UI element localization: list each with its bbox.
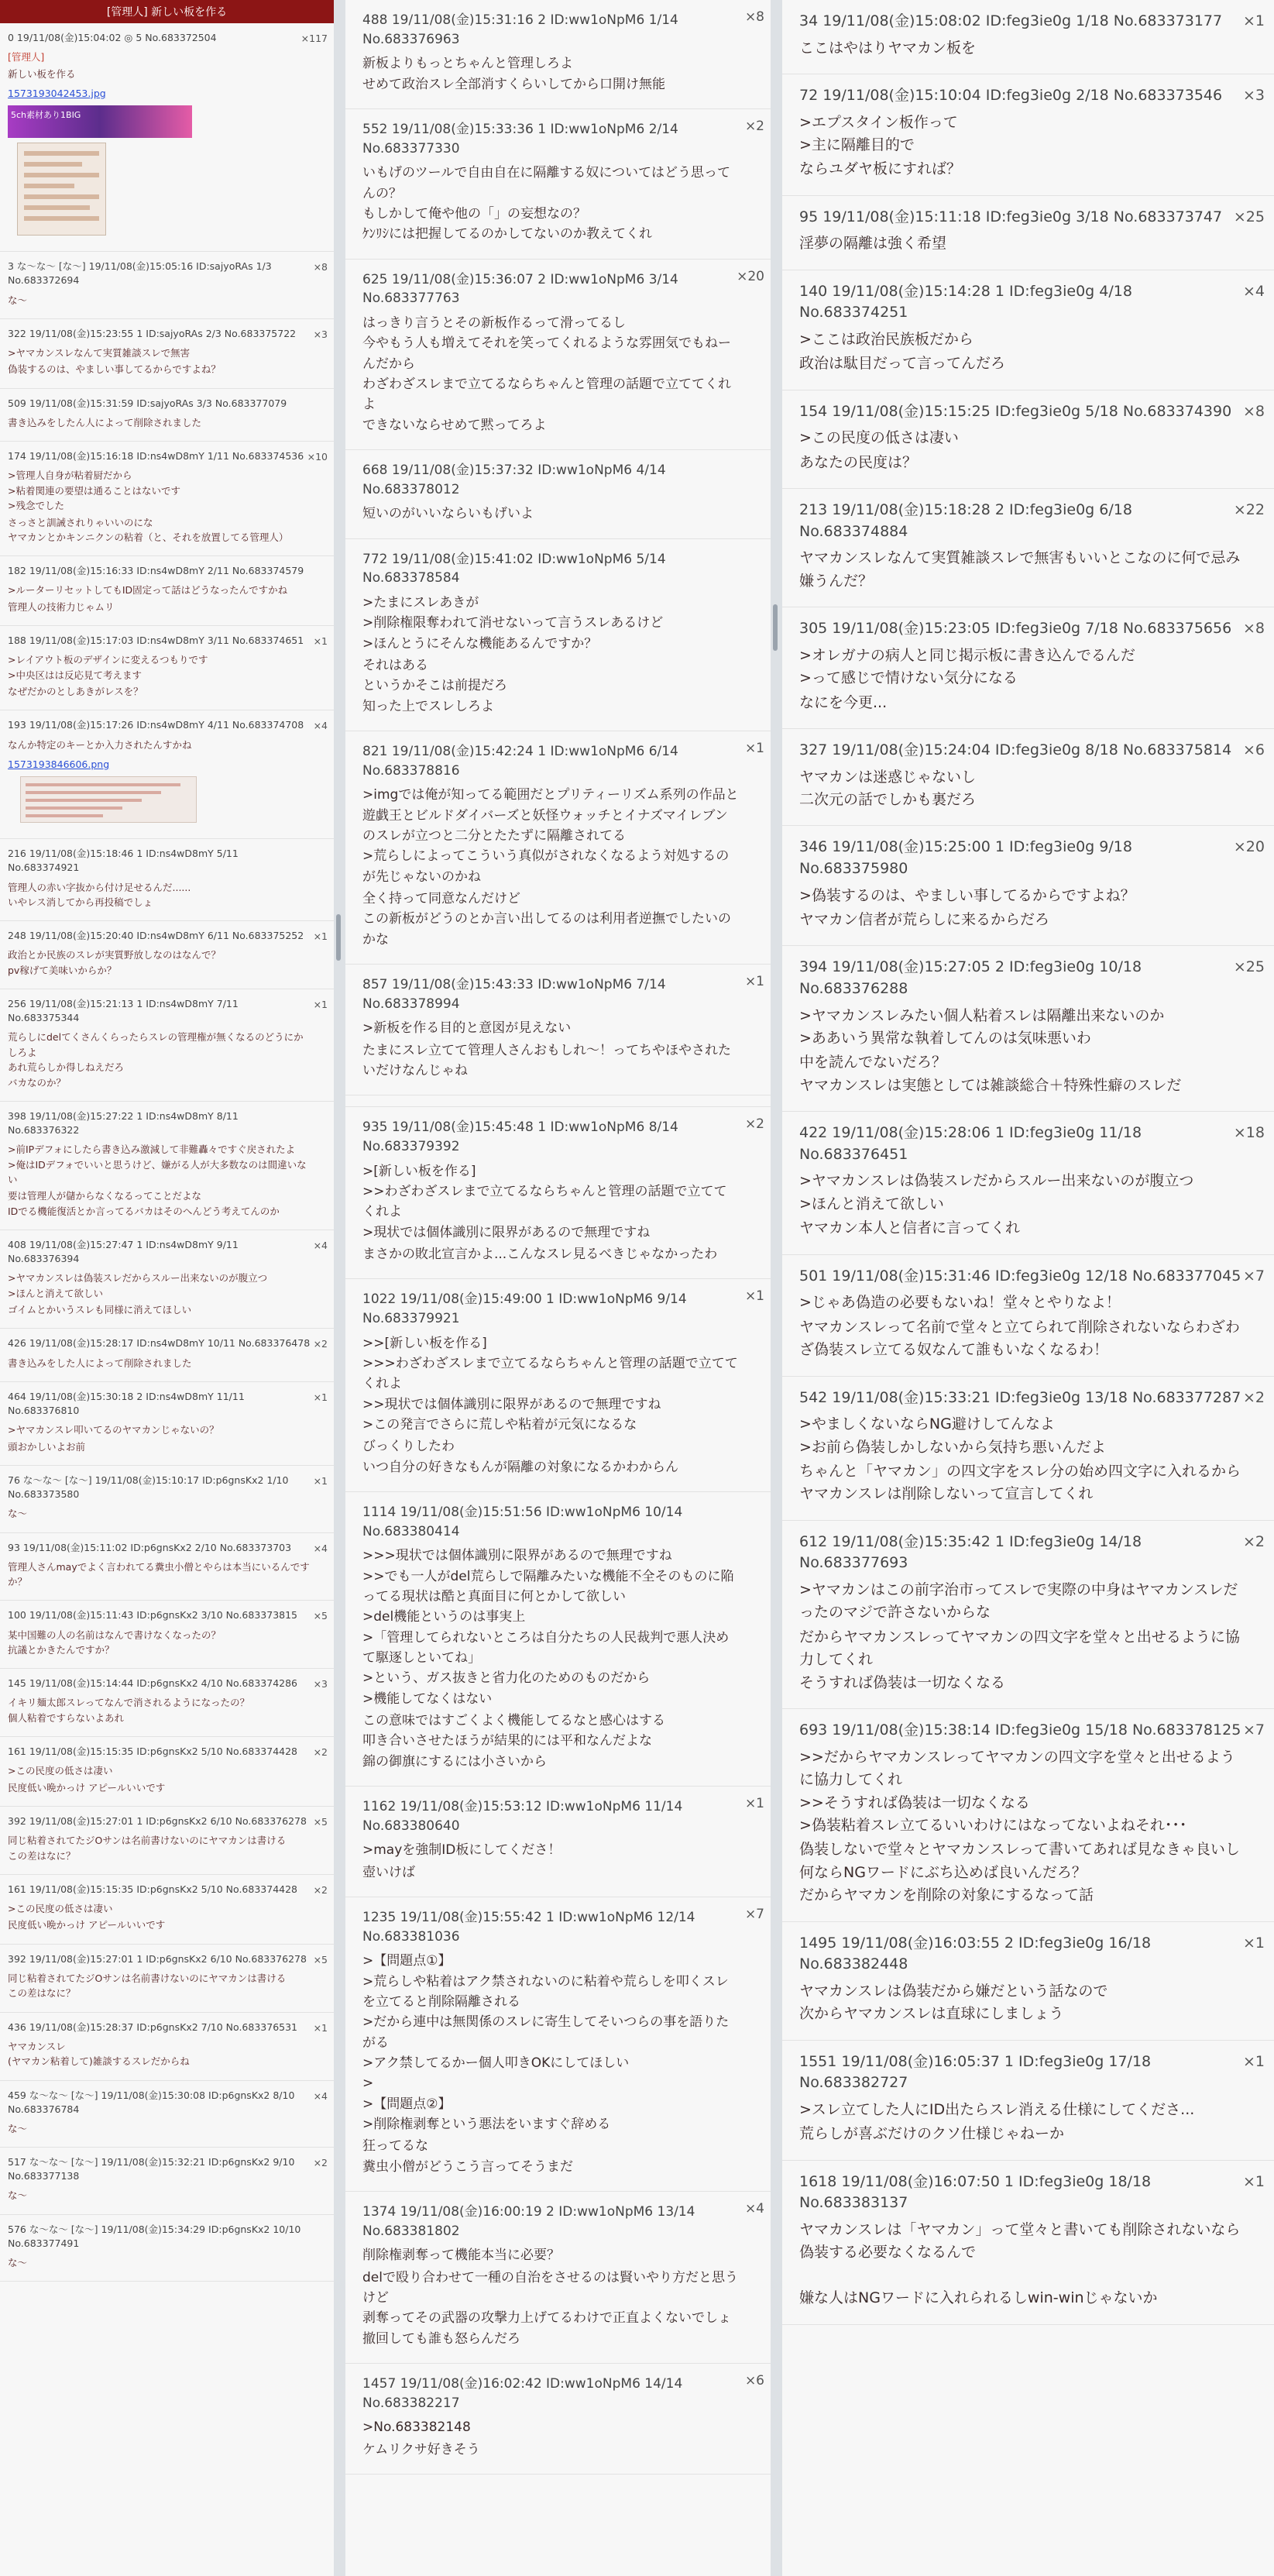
post xyxy=(0,989,334,1102)
post-meta: 213 19/11/08(金)15:18:28 2 ID:feg3ie0g 6/18 No.683374884 xyxy=(799,501,1132,540)
quote-text: >ここは政治民族板だから xyxy=(799,330,974,348)
post-meta: 100 19/11/08(金)15:11:43 ID:p6gnsKx2 3/10 No.683373815 xyxy=(8,1609,298,1622)
post xyxy=(782,2041,1274,2161)
post-body: 全く持って同意なんだけど この新板がどうのとか言い出してるのは利用者逆撫でしたいのかな xyxy=(362,890,731,948)
post xyxy=(0,1875,334,1945)
post xyxy=(0,319,334,389)
post-meta: 542 19/11/08(金)15:33:21 ID:feg3ie0g 13/18 No.683377287 xyxy=(799,1388,1241,1406)
post-meta: 392 19/11/08(金)15:27:01 1 ID:p6gnsKx2 6/10 No.683376278 xyxy=(8,1815,307,1827)
post xyxy=(0,710,334,839)
post-meta: 576 な〜な〜 [な〜] 19/11/08(金)15:34:29 ID:p6gnsKx2 10/10 No.683377491 xyxy=(8,2223,301,2249)
post-meta: 161 19/11/08(金)15:15:35 ID:p6gnsKx2 5/10 No.683374428 xyxy=(8,1883,298,1895)
post xyxy=(345,1787,771,1897)
post-meta: 140 19/11/08(金)15:14:28 1 ID:feg3ie0g 4/18 No.683374251 xyxy=(799,282,1132,322)
reply-count[interactable]: ×20 xyxy=(737,268,764,284)
quote-text: >>[新しい板を作る] >>>わざわざスレまで立てるならちゃんと管理の話題で立ててくれよ >>現状では個体識別に限界があるので無理ですね >この発言でさらに荒しや粘着が元気になるな xyxy=(362,1335,738,1432)
quote-text: >ヤマカンスレみたい個人粘着スレは隔離出来ないのか >ああいう異常な執着してんのは気味悪いわ xyxy=(799,1006,1165,1047)
post-meta: 1618 19/11/08(金)16:07:50 1 ID:feg3ie0g 18/18 No.683383137 xyxy=(799,2172,1152,2212)
post-body: 政治とか民族のスレが実質野放しなのはなんで？ pv稼げて美味いからか？ xyxy=(8,949,221,976)
reply-count[interactable]: ×6 xyxy=(1242,741,1265,759)
quote-text: >この民度の低さは凄い xyxy=(799,429,959,447)
post-body: 短いのがいいならいもげいよ xyxy=(362,506,534,522)
image-link[interactable]: 1573193042453.jpg xyxy=(8,87,106,99)
post xyxy=(0,626,334,710)
reply-count[interactable]: ×5 xyxy=(313,1953,328,1966)
post-body: さっさと訓誡されりゃいいのにな ヤマカンとかキンニクンの粘着（と、それを放置してる管理人） xyxy=(8,516,289,543)
post-meta: 256 19/11/08(金)15:21:13 1 ID:ns4wD8mY 7/11 No.683375344 xyxy=(8,998,239,1024)
reply-count[interactable]: ×1 xyxy=(1242,2172,1265,2190)
quote-text: 削除権剥奪って機能本当に必要？ xyxy=(362,2248,560,2264)
post xyxy=(345,731,771,965)
post-body: それはある というかそこは前提だろ 知った上でスレしろよ xyxy=(362,657,507,714)
post-meta: 552 19/11/08(金)15:33:36 1 ID:ww1oNpM6 2/14 No.683377330 xyxy=(362,121,678,156)
post-meta: 408 19/11/08(金)15:27:47 1 ID:ns4wD8mY 9/11 No.683376394 xyxy=(8,1239,239,1265)
reply-count[interactable]: ×4 xyxy=(313,1542,328,1554)
post xyxy=(782,729,1274,826)
image-link[interactable]: 1573193846606.png xyxy=(8,758,110,770)
post xyxy=(0,1945,334,2013)
quote-text: >imgでは俺が知ってる範囲だとプリティーリズム系列の作品と遊戯王とビルドダイバーズと妖怪ウォッチとイナズマイレブンのスレが立つと二分とたたずに隔離されてる >荒らしによってこういう真似がされなくなるよう対処するのが先じゃないのかね xyxy=(362,787,739,885)
poster-name: [管理人] xyxy=(8,51,45,64)
reply-count[interactable]: ×8 xyxy=(1242,402,1265,420)
reply-count[interactable]: ×8 xyxy=(1242,620,1265,638)
post xyxy=(0,2148,334,2215)
post-body: ヤマカンスレ (ヤマカン粘着して)雑談するスレだからね xyxy=(8,2040,190,2068)
post xyxy=(782,196,1274,270)
reply-count[interactable]: ×2 xyxy=(313,1883,328,1896)
post xyxy=(0,252,334,319)
reply-count[interactable]: ×3 xyxy=(313,328,328,340)
post-body: な〜 xyxy=(8,2257,28,2268)
quote-text: >前IPデフォにしたら書き込み激減して非難轟々ですぐ戻されたよ >俺はIDデフォでいいと思うけど、嫌がる人が大多数なのは間違いない xyxy=(8,1144,307,1185)
quote-text: >ルーターリセットしてもID固定って話はどうなったんですかね xyxy=(8,584,288,597)
reply-count[interactable]: ×7 xyxy=(744,1907,764,1922)
post-meta: 464 19/11/08(金)15:30:18 2 ID:ns4wD8mY 11/11 No.683376810 xyxy=(8,1390,245,1416)
post-body: ちゃんと「ヤマカン」の四文字をスレ分の始め四文字に入れるから ヤマカンスレは削除しないって宣言してくれ xyxy=(799,1462,1241,1503)
post-body: 頭おかしいよお前 xyxy=(8,1440,86,1453)
post-meta: 772 19/11/08(金)15:41:02 ID:ww1oNpM6 5/14 No.683378584 xyxy=(362,551,666,586)
reply-count[interactable]: ×4 xyxy=(313,2089,328,2102)
thread-title-bar: [管理人] 新しい板を作る xyxy=(0,0,334,23)
reply-count[interactable]: ×3 xyxy=(1242,86,1265,104)
post-meta: 322 19/11/08(金)15:23:55 1 ID:sajyoRAs 2/3 No.683375722 xyxy=(8,327,297,339)
post-meta: 174 19/11/08(金)15:16:18 ID:ns4wD8mY 1/11 No.683374536 xyxy=(8,450,304,463)
post xyxy=(782,1255,1274,1377)
reply-count[interactable]: ×1 xyxy=(744,1796,764,1812)
post xyxy=(782,1922,1274,2041)
post-body: な〜 xyxy=(8,294,28,306)
post xyxy=(0,389,334,442)
post-body: 荒らしが喜ぶだけのクソ仕様じゃねーか xyxy=(799,2125,1065,2143)
post xyxy=(345,2364,771,2475)
post xyxy=(345,450,771,539)
post-meta: 517 な〜な〜 [な〜] 19/11/08(金)15:32:21 ID:p6gnsKx2 9/10 No.683377138 xyxy=(8,2156,295,2182)
post-body: びっくりしたわ いつ自分の好きなもんが隔離の対象になるかわからん xyxy=(362,1439,678,1475)
post-meta: 488 19/11/08(金)15:31:16 2 ID:ww1oNpM6 1/14 No.683376963 xyxy=(362,12,678,47)
post xyxy=(782,0,1274,74)
post xyxy=(0,1329,334,1382)
quote-text: >>だからヤマカンスレってヤマカンの四文字を堂々と出せるように協力してくれ >>そうすれば偽装は一切なくなる >偽装粘着スレ立てるいいわけにはなってないよねそれ･･･ xyxy=(799,1748,1235,1834)
post-meta: 1235 19/11/08(金)15:55:42 1 ID:ww1oNpM6 12/14 No.683381036 xyxy=(362,1910,695,1945)
reply-count[interactable]: ×18 xyxy=(1233,1124,1265,1142)
post-body: 狂ってるな 糞虫小僧がどうこう言ってそうまだ xyxy=(362,2138,573,2175)
reply-count[interactable]: ×2 xyxy=(744,1116,764,1133)
post-body: 某中国難の人の名前はなんで書けなくなったの？ 抗議とかきたんですか？ xyxy=(8,1628,221,1656)
post-meta: 1374 19/11/08(金)16:00:19 2 ID:ww1oNpM6 13/14 No.683381802 xyxy=(362,2204,695,2239)
post-meta: 509 19/11/08(金)15:31:59 ID:sajyoRAs 3/3 No.683377079 xyxy=(8,397,287,409)
post xyxy=(782,1377,1274,1521)
reply-count[interactable]: ×1 xyxy=(1242,1934,1265,1952)
reply-count[interactable]: ×20 xyxy=(1233,838,1265,856)
post xyxy=(782,270,1274,390)
post-body: ヤマカンスレって名前で堂々と立てられて削除されないならわざわざ偽装スレ立てる奴なんて誰もいなくなるわ！ xyxy=(799,1318,1240,1359)
quote-text: >[新しい板を作る] >>わざわざスレまで立てるならちゃんと管理の話題で立ててくれよ >現状では個体識別に限界があるので無理ですね xyxy=(362,1163,727,1240)
post xyxy=(0,1466,334,1533)
post-meta: 95 19/11/08(金)15:11:18 ID:feg3ie0g 3/18 No.683373747 xyxy=(799,208,1223,225)
reply-count[interactable]: ×7 xyxy=(1242,1721,1265,1739)
reply-count[interactable]: ×1 xyxy=(744,740,764,756)
quote-text: >スレ立てした人にID出たらスレ消える仕様にしてくださ... xyxy=(799,2100,1195,2118)
post xyxy=(782,607,1274,729)
post xyxy=(0,1230,334,1329)
post-meta: 394 19/11/08(金)15:27:05 2 ID:feg3ie0g 10/18 No.683376288 xyxy=(799,958,1142,997)
reply-count[interactable]: ×3 xyxy=(313,1678,328,1690)
post-body: ヤマカンスレなんて実質雑談スレで無害もいいとこなのに何で忌み嫌うんだ？ xyxy=(799,549,1241,590)
reply-count[interactable]: ×2 xyxy=(1242,1532,1265,1550)
post-body: な〜 xyxy=(8,2189,28,2202)
reply-count[interactable]: ×1 xyxy=(1242,2052,1265,2070)
post-body: ヤマカンは迷惑じゃないし 二次元の話でしかも裏だろ xyxy=(799,768,977,809)
quote-text: >ヤマカンスレ叩いてるのヤマカンじゃないの？ xyxy=(8,1424,219,1436)
post xyxy=(782,2161,1274,2325)
post-body: 偽装するのは、やましい事してるからですよね？ xyxy=(8,363,221,376)
post-meta: 426 19/11/08(金)15:28:17 ID:ns4wD8mY 10/11 No.683376478 xyxy=(8,1337,311,1350)
post-body: ここはやはりヤマカン板を xyxy=(799,39,977,57)
post-meta: 188 19/11/08(金)15:17:03 ID:ns4wD8mY 3/11 No.683374651 xyxy=(8,635,304,647)
post-body: はっきり言うとその新板作るって滑ってるし 今やもう人も増えてそれを笑ってくれるような雰囲気でもねーんだから わざわざスレまで立てるならちゃんと管理の話題で立ててくれよ できないならせめて黙ってろよ xyxy=(362,315,731,433)
reply-count[interactable]: ×25 xyxy=(1233,208,1265,225)
post-body: 荒らしにdelてくさんくらったらスレの管理権が無くなるのどうにかしろよ あれ荒らしか得しねえだろ バカなのか？ xyxy=(8,1031,304,1089)
post-meta: 154 19/11/08(金)15:15:25 ID:feg3ie0g 5/18 No.683374390 xyxy=(799,402,1232,420)
post xyxy=(782,1709,1274,1922)
post xyxy=(0,1382,334,1466)
post xyxy=(345,1106,771,1279)
post-meta: 693 19/11/08(金)15:38:14 ID:feg3ie0g 15/18 No.683378125 xyxy=(799,1721,1241,1739)
post-body: ヤマカン本人と信者に言ってくれ xyxy=(799,1219,1021,1237)
post-meta: 216 19/11/08(金)15:18:46 1 ID:ns4wD8mY 5/11 No.683374921 xyxy=(8,848,239,874)
post-body: 要は管理人が儲からなくなるってことだよな IDでる機能復活とか言ってるバカはそのへんどう考えてんのか xyxy=(8,1190,280,1217)
post xyxy=(345,1897,771,2192)
post-meta: 72 19/11/08(金)15:10:04 ID:feg3ie0g 2/18 No.683373546 xyxy=(799,86,1223,104)
post-body: ケムリクサ好きそう xyxy=(362,2441,480,2457)
quote-text: >>>現状では個体識別に限界があるので無理ですね >>でも一人がdel荒らしで隔離みたいな機能不全そのものに陥ってる現状は酷と真面目に何とかして欲しい >del機能というのは事実上 >「管理してられないところは自分たちの人民裁判で悪人決めて駆逐しといてね」 >という、ガス抜きと省力化のためのものだから >機能してなくはない xyxy=(362,1548,734,1707)
post-meta: 398 19/11/08(金)15:27:22 1 ID:ns4wD8mY 8/11 No.683376322 xyxy=(8,1109,239,1136)
quote-text: >偽装するのは、やましい事してるからですよね？ xyxy=(799,886,1135,904)
post xyxy=(0,2013,334,2081)
post xyxy=(0,442,334,556)
thread-column-1 xyxy=(0,0,334,2576)
post xyxy=(782,1521,1274,1709)
post-meta: 1022 19/11/08(金)15:49:00 1 ID:ww1oNpM6 9/14 No.683379921 xyxy=(362,1291,687,1326)
reply-count[interactable]: ×1 xyxy=(313,1474,328,1487)
post-body: ならユダヤ板にすれば？ xyxy=(799,160,962,178)
reply-count[interactable]: ×4 xyxy=(313,1240,328,1251)
post-body: まさかの敗北宣言かよ...こんなスレ見るべきじゃなかったわ xyxy=(362,1246,718,1262)
scrollbar-1[interactable] xyxy=(334,0,345,2576)
post-body: ゴイムとかいうスレも同様に消えてほしい xyxy=(8,1304,192,1316)
post-meta: 821 19/11/08(金)15:42:24 1 ID:ww1oNpM6 6/14 No.683378816 xyxy=(362,743,678,779)
reply-count[interactable]: ×4 xyxy=(1242,282,1265,300)
post-meta: 327 19/11/08(金)15:24:04 ID:feg3ie0g 8/18 No.683375814 xyxy=(799,741,1232,759)
post xyxy=(0,2081,334,2148)
thread-column-2 xyxy=(345,0,771,2576)
post-meta: 1114 19/11/08(金)15:51:56 ID:ww1oNpM6 10/14 No.683380414 xyxy=(362,1504,683,1539)
post-body: 中を読んでないだろ？ ヤマカンスレは実態としては雑談総合＋特殊性癖のスレだ xyxy=(799,1054,1182,1094)
reply-count[interactable]: ×1 xyxy=(744,973,764,989)
post-body: たまにスレ立てて管理人さんおもしれ〜！ってちやほやされたいだけなんじゃね xyxy=(362,1042,731,1078)
post-body: なんか特定のキーとか入力されたんすかね xyxy=(8,738,192,751)
post-meta: 668 19/11/08(金)15:37:32 ID:ww1oNpM6 4/14 No.683378012 xyxy=(362,462,666,497)
post-body: 新しい板を作る xyxy=(8,67,76,80)
post-meta: 145 19/11/08(金)15:14:44 ID:p6gnsKx2 4/10 No.683374286 xyxy=(8,1677,298,1690)
post-body: 書き込みをしたん人によって削除されました xyxy=(8,416,202,428)
post-body: イキリ麺太郎スレってなんで消されるようになったの？ 個人粘着ですらないよあれ xyxy=(8,1697,250,1724)
post-meta: 93 19/11/08(金)15:11:02 ID:p6gnsKx2 2/10 No.683373703 xyxy=(8,1541,292,1553)
banner-text: 5ch素材あり1BIG xyxy=(11,110,81,121)
reply-count[interactable]: ×1 xyxy=(313,2021,328,2034)
post xyxy=(0,921,334,989)
post-meta: 76 な〜な〜 [な〜] 19/11/08(金)15:10:17 ID:p6gnsKx2 1/10 No.683373580 xyxy=(8,1474,289,1500)
post-body: 管理人の技術力じゃムリ xyxy=(8,600,115,613)
post-meta: 182 19/11/08(金)15:16:33 ID:ns4wD8mY 2/11 No.683374579 xyxy=(8,565,304,577)
post-body: 民度低い晩かっけ アピールいいです xyxy=(8,1781,166,1794)
quote-text: >たまにスレあきが >削除権限奪われて消せないって言うスレあるけど >ほんとうにそんな機能あるんですか？ xyxy=(362,594,664,652)
post-body: なぜだかのとしあきがレスを？ xyxy=(8,686,143,697)
reply-count[interactable]: ×2 xyxy=(313,1746,328,1759)
post-meta: 436 19/11/08(金)15:28:37 ID:p6gnsKx2 7/10 No.683376531 xyxy=(8,2021,298,2033)
reply-count[interactable]: ×8 xyxy=(313,261,328,273)
post-meta: 612 19/11/08(金)15:35:42 1 ID:feg3ie0g 14/18 No.683377693 xyxy=(799,1532,1142,1572)
banner-image[interactable] xyxy=(8,105,192,138)
thumbnail-image[interactable] xyxy=(17,143,106,236)
post-body: 壺いけば xyxy=(362,1864,415,1880)
quote-text: >じゃあ偽造の必要もないね！堂々とやりなよ！ xyxy=(799,1294,1121,1312)
quote-text: >ヤマカンスレなんて実質雑談スレで無害 xyxy=(8,347,191,359)
post-meta: 346 19/11/08(金)15:25:00 1 ID:feg3ie0g 9/18 No.683375980 xyxy=(799,838,1132,878)
reply-count[interactable]: ×1 xyxy=(313,930,328,943)
post-body: あなたの民度は？ xyxy=(799,453,918,471)
scrollbar-2[interactable] xyxy=(771,0,782,2576)
post-meta: 34 19/11/08(金)15:08:02 ID:feg3ie0g 1/18 No.683373177 xyxy=(799,12,1223,29)
quote-text: >No.683382148 xyxy=(362,2420,471,2436)
reply-count[interactable]: ×1 xyxy=(313,999,328,1011)
reply-count[interactable]: ×4 xyxy=(313,720,328,732)
post xyxy=(345,539,771,731)
reply-count[interactable]: ×1 xyxy=(313,635,328,648)
post-meta: 459 な〜な〜 [な〜] 19/11/08(金)15:30:08 ID:p6gnsKx2 8/10 No.683376784 xyxy=(8,2089,295,2115)
post-body: 政治は駄目だって言ってんだろ xyxy=(799,355,1006,373)
post-meta: 1457 19/11/08(金)16:02:42 ID:ww1oNpM6 14/14 No.683382217 xyxy=(362,2376,683,2411)
post-body: 淫夢の隔離は強く希望 xyxy=(799,235,947,253)
reply-count[interactable]: ×5 xyxy=(313,1610,328,1622)
reply-count[interactable]: ×2 xyxy=(313,2157,328,2169)
quote-text: >レイアウト板のデザインに変えるつもりです >中央区はは反応見て考えます xyxy=(8,654,208,681)
post-meta: 857 19/11/08(金)15:43:33 ID:ww1oNpM6 7/14 No.683378994 xyxy=(362,976,666,1012)
quote-text: >ヤマカンスレは偽装スレだからスルー出来ないのが腹立つ >ほんと消えて欲しい xyxy=(799,1172,1194,1212)
post xyxy=(345,1492,771,1787)
post-body: 民度低い晩かっけ アピールいいです xyxy=(8,1919,166,1931)
post xyxy=(782,946,1274,1112)
post xyxy=(345,260,771,450)
post-meta: 1551 19/11/08(金)16:05:37 1 ID:feg3ie0g 17/18 No.683382727 xyxy=(799,2052,1152,2092)
reply-count[interactable]: ×2 xyxy=(744,118,764,134)
post-body: この意味ではすごくよく機能してるなと感心はする 叩き合いさせたほうが結果的には平和なんだよな 錦の御旗にするには小さいから xyxy=(362,1713,665,1769)
post-meta: 422 19/11/08(金)15:28:06 1 ID:feg3ie0g 11/18 No.683376451 xyxy=(799,1124,1142,1163)
post-body: な〜 xyxy=(8,2122,28,2134)
reply-count[interactable]: ×7 xyxy=(1242,1267,1265,1285)
post-body: delで殴り合わせて一種の自治をさせるのは賢いやり方だと思うけど 剥奪ってその武器の攻撃力上げてるわけで正直よくないでしょ 撤回しても誰も怒らんだろ xyxy=(362,2269,738,2347)
quote-text: >ヤマカンスレは偽装スレだからスルー出来ないのが腹立つ >ほんと消えて欲しい xyxy=(8,1272,268,1299)
post-meta: 935 19/11/08(金)15:45:48 1 ID:ww1oNpM6 8/14 No.683379392 xyxy=(362,1119,678,1154)
post-meta: 161 19/11/08(金)15:15:35 ID:p6gnsKx2 5/10 No.683374428 xyxy=(8,1745,298,1758)
post xyxy=(782,390,1274,489)
quote-text: >【問題点①】 >荒らしや粘着はアク禁されないのに粘着や荒らしを叩くスレを立てると削除隔離される >だから連中は無関係のスレに寄生してそいつらの事を語りたがる >アク禁してるかー個人叩きOKにしてほしい > >【問題点②】 >削除権剥奪という悪法をいますぐ辞める xyxy=(362,1953,730,2133)
post-meta: 501 19/11/08(金)15:31:46 ID:feg3ie0g 12/18 No.683377045 xyxy=(799,1267,1241,1285)
quote-text: >この民度の低さは凄い xyxy=(8,1765,113,1777)
quote-text: >管理人自身が粘着厨だから >粘着関連の要望は通ることはないです >残念でした xyxy=(8,469,180,512)
reply-count[interactable]: ×1 xyxy=(1242,12,1265,29)
post xyxy=(0,1669,334,1737)
post-meta: 1162 19/11/08(金)15:53:12 ID:ww1oNpM6 11/14 No.683380640 xyxy=(362,1799,683,1834)
post xyxy=(0,1807,334,1875)
reply-count[interactable]: ×2 xyxy=(1242,1388,1265,1406)
quote-text: >ヤマカンはこの前字治市ってスレで実際の中身はヤマカンスレだったのマジで許さないからな xyxy=(799,1580,1238,1622)
post-body: 新板よりもっとちゃんと管理しろよ せめて政治スレ全部消すくらいしてから口開け無能 xyxy=(362,56,665,92)
post-meta: 305 19/11/08(金)15:23:05 ID:feg3ie0g 7/18 No.683375656 xyxy=(799,620,1232,638)
post-meta: 392 19/11/08(金)15:27:01 1 ID:p6gnsKx2 6/10 No.683376278 xyxy=(8,1952,307,1965)
post-meta: 248 19/11/08(金)15:20:40 ID:ns4wD8mY 6/11 No.683375252 xyxy=(8,930,304,942)
post xyxy=(0,1533,334,1601)
quote-text: >mayを強制ID板にしてくださ！ xyxy=(362,1842,561,1859)
post xyxy=(0,1601,334,1669)
post-body: 同じ粘着されてたジOサンは名前書けないのにヤマカンは書ける この差はなに？ xyxy=(8,1972,287,2000)
reply-count[interactable]: ×5 xyxy=(313,1816,328,1828)
post xyxy=(0,1102,334,1230)
post-body: 書き込みをした人によって削除されました xyxy=(8,1357,192,1369)
quote-text: >新板を作る目的と意図が見えない xyxy=(362,1020,572,1037)
post-body: だからヤマカンスレってヤマカンの四文字を堂々と出せるように協力してくれ そうすれば偽装は一切なくなる xyxy=(799,1628,1240,1691)
reply-count[interactable]: ×2 xyxy=(313,1338,328,1350)
post-body: ヤマカンスレは「ヤマカン」って堂々と書いても削除されないなら 偽装する必要なくなるんで 嫌な人はNGワードに入れられるしwin-winじゃないか xyxy=(799,2220,1241,2307)
post xyxy=(782,1112,1274,1254)
reply-count[interactable]: ×117 xyxy=(300,33,328,44)
post-meta: 0 19/11/08(金)15:04:02 ◎ 5 No.683372504 xyxy=(8,32,217,43)
post-body: ヤマカンスレは偽装だから嫌だという話なので 次からヤマカンスレは直球にしましょう xyxy=(799,1982,1108,2023)
post xyxy=(345,109,771,260)
post xyxy=(782,826,1274,946)
thread-column-3 xyxy=(782,0,1274,2576)
post xyxy=(345,0,771,109)
reply-count[interactable]: ×10 xyxy=(307,451,328,463)
quote-text: >オレガナの病人と同じ掲示板に書き込んでるんだ >って感じで情けない気分になる xyxy=(799,646,1135,687)
reply-count[interactable]: ×22 xyxy=(1233,501,1265,519)
post xyxy=(782,74,1274,196)
post-body: 偽装しないで堂々とヤマカンスレって書いてあれば見なきゃ良いし 何ならNGワードにぶち込めば良いんだろ？ だからヤマカンを削除の対象にするなって話 xyxy=(799,1841,1240,1904)
post xyxy=(345,965,771,1095)
reply-count[interactable]: ×8 xyxy=(744,9,764,25)
thumbnail-image[interactable] xyxy=(20,776,197,823)
post-body: な〜 xyxy=(8,1508,28,1520)
post-body: いもげのツールで自由自在に隔離する奴についてはどう思ってんの？ もしかして俺や他の「」の妄想なの？ ｹﾝﾘｼには把握してるのかしてないのか教えてくれ xyxy=(362,165,730,242)
post xyxy=(782,489,1274,607)
post xyxy=(0,839,334,921)
post-meta: 193 19/11/08(金)15:17:26 ID:ns4wD8mY 4/11 No.683374708 xyxy=(8,719,304,731)
post-body: なにを今更... xyxy=(799,693,888,711)
reply-count[interactable]: ×6 xyxy=(744,2373,764,2389)
reply-count[interactable]: ×4 xyxy=(744,2201,764,2217)
post-body: 管理人の赤い字抜から付け足せるんだ...... いやレス消してから再投稿でしょ xyxy=(8,881,191,908)
post xyxy=(0,2215,334,2282)
quote-text: >エプスタイン板作って >主に隔離目的で xyxy=(799,113,958,153)
reply-count[interactable]: ×1 xyxy=(744,1288,764,1305)
post-meta: 625 19/11/08(金)15:36:07 2 ID:ww1oNpM6 3/14 No.683377763 xyxy=(362,271,678,307)
post xyxy=(0,1737,334,1807)
post xyxy=(345,2192,771,2364)
op-post xyxy=(0,23,334,252)
post-body: ヤマカン信者が荒らしに来るからだろ xyxy=(799,911,1050,928)
reply-count[interactable]: ×25 xyxy=(1233,958,1265,976)
post-meta: 3 な〜な〜 [な〜] 19/11/08(金)15:05:16 ID:sajyoRAs 1/3 No.683372694 xyxy=(8,260,272,287)
post-meta: 1495 19/11/08(金)16:03:55 2 ID:feg3ie0g 16/18 No.683382448 xyxy=(799,1934,1152,1973)
post xyxy=(345,1279,771,1492)
post xyxy=(0,556,334,626)
post-body: 同じ粘着されてたジOサンは名前書けないのにヤマカンは書ける この差はなに？ xyxy=(8,1835,287,1862)
reply-count[interactable]: ×1 xyxy=(313,1391,328,1403)
post-body: 管理人さんmayでよく言われてる糞虫小僧とやらは本当にいるんですか？ xyxy=(8,1560,310,1587)
quote-text: >この民度の低さは凄い xyxy=(8,1903,113,1914)
quote-text: >やましくないならNG避けしてんなよ >お前ら偽装しかしないから気持ち悪いんだよ xyxy=(799,1415,1106,1456)
